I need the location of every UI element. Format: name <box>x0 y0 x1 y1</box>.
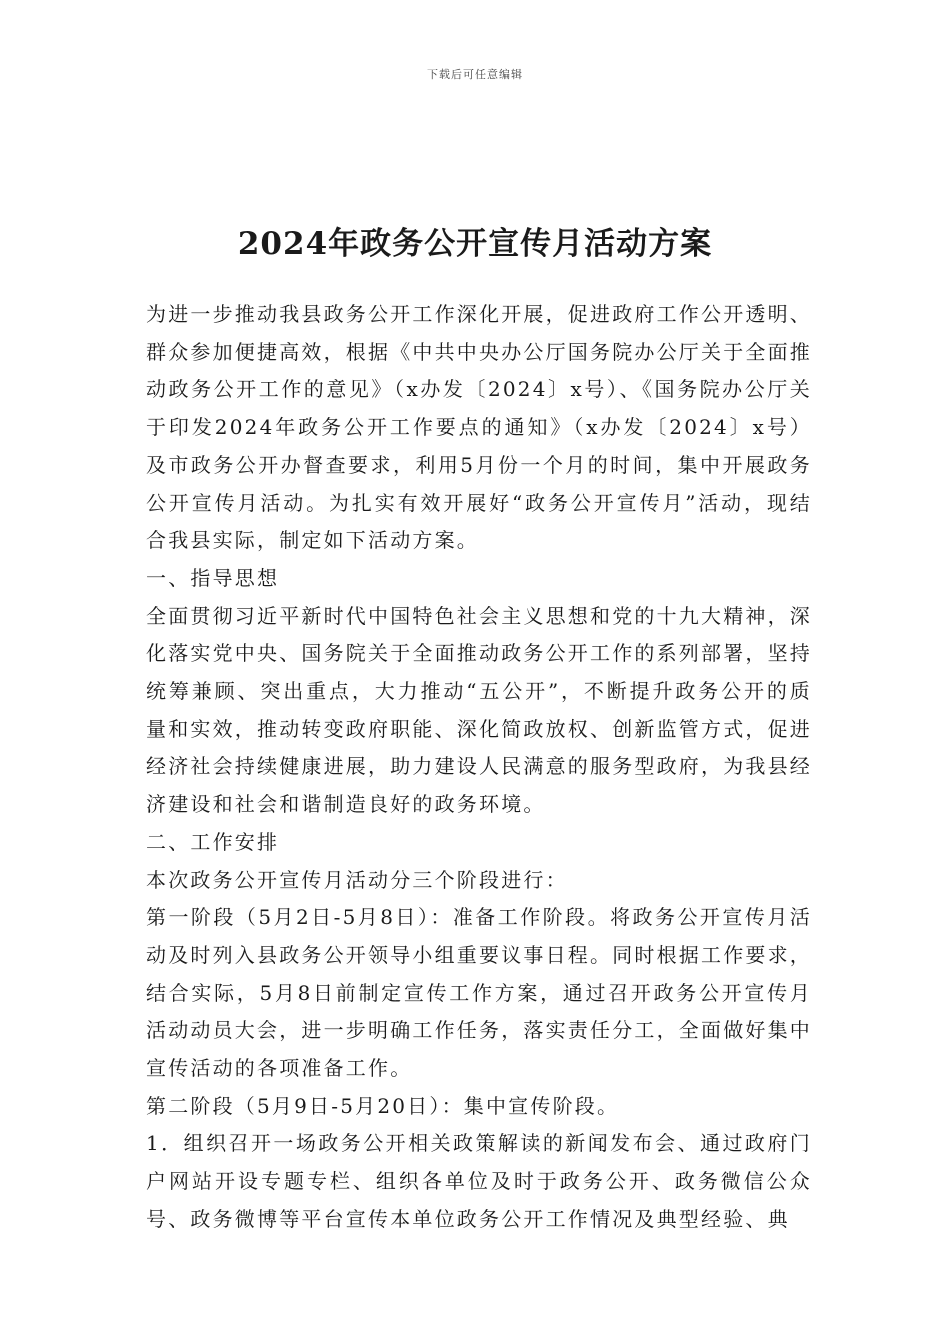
section-heading-work-arrangement: 二、工作安排 <box>146 829 280 854</box>
section-heading-guiding-thought: 一、指导思想 <box>146 565 280 590</box>
paragraph-item-one: 1．组织召开一场政务公开相关政策解读的新闻发布会、通过政府门户网站开设专题专栏、组织各单位及时于政务公开、政务微信公众号、政务微博等平台宣传本单位政务公开工作情况及典型经验、典 <box>146 1131 812 1231</box>
document-title: 2024年政务公开宣传月活动方案 <box>237 226 713 262</box>
paragraph-stage-one: 第一阶段（5月2日-5月8日）：准备工作阶段。将政务公开宣传月活动及时列入县政务公开领导小组重要议事日程。同时根据工作要求，结合实际，5月8日前制定宣传工作方案，通过召开政务公开宣传月活动动员大会，进一步明确工作任务，落实责任分工，全面做好集中宣传活动的各项准备工作。 <box>146 905 812 1081</box>
paragraph-stage-two: 第二阶段（5月9日-5月20日）：集中宣传阶段。 <box>146 1093 620 1118</box>
paragraph-stages-intro: 本次政务公开宣传月活动分三个阶段进行： <box>146 867 568 892</box>
paragraph-guiding-thought: 全面贯彻习近平新时代中国特色社会主义思想和党的十九大精神，深化落实党中央、国务院关于全面推动政务公开工作的系列部署，坚持统筹兼顾、突出重点，大力推动“五公开”，不断提升政务公开的质量和实效，推动转变政府职能、深化简政放权、创新监管方式，促进经济社会持续健康进展，助力建设人民满意的服务型政府，为我县经济建设和社会和谐制造良好的政务环境。 <box>146 603 812 817</box>
document-body <box>146 296 812 1239</box>
paragraph-intro: 为进一步推动我县政务公开工作深化开展，促进政府工作公开透明、群众参加便捷高效，根据《中共中央办公厅国务院办公厅关于全面推动政务公开工作的意见》（x办发〔2024〕x号）、《国务院办公厅关于印发2024年政务公开工作要点的通知》（x办发〔2024〕x号）及市政务公开办督查要求，利用5月份一个月的时间，集中开展政务公开宣传月活动。为扎实有效开展好“政务公开宣传月”活动，现结合我县实际，制定如下活动方案。 <box>146 302 812 553</box>
header-note: 下载后可任意编辑 <box>427 68 523 81</box>
